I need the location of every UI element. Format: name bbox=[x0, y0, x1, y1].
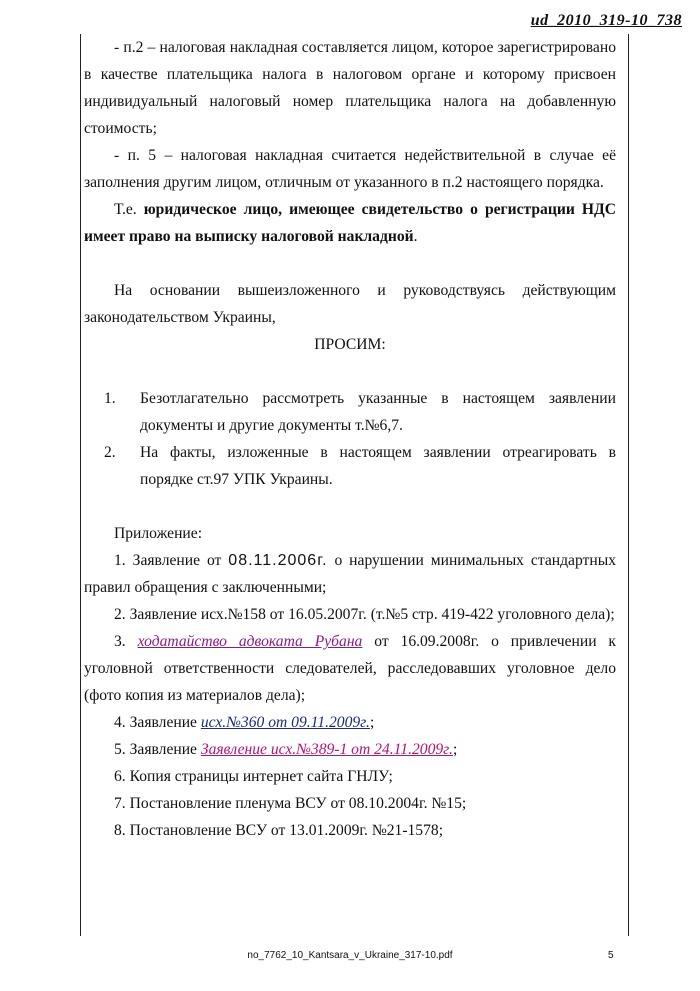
appendix-item-4-prefix: 4. Заявление bbox=[114, 714, 201, 731]
appendix-heading: Приложение: bbox=[114, 525, 203, 542]
appendix-item-3-suffix: от 16.09.2008г. о привлечении к уголовной ответственности следователей, расследовавших уголовное дело (фото копия из материалов дела); bbox=[84, 633, 616, 704]
request-item-1 bbox=[84, 385, 616, 439]
appendix-item-3 bbox=[84, 628, 616, 709]
statement-389-link[interactable]: Заявление исх.№389-1 от 24.11.2009г. bbox=[200, 741, 453, 758]
appendix-item-1-prefix: 1. Заявление от bbox=[114, 552, 229, 569]
left-margin-line bbox=[80, 34, 81, 936]
request-item-2 bbox=[84, 439, 616, 493]
advocate-petition-link[interactable]: ходатайство адвоката Рубана bbox=[137, 633, 363, 650]
right-margin-line bbox=[628, 34, 629, 936]
appendix-item-5-prefix: 5. Заявление bbox=[114, 741, 201, 758]
request-heading: ПРОСИМ: bbox=[314, 336, 386, 353]
appendix-item-4 bbox=[84, 709, 616, 736]
appendix-item-8: 8. Постановление ВСУ от 13.01.2009г. №21-1578; bbox=[114, 822, 444, 839]
statement-360-link[interactable]: исх.№360 от 09.11.2009г. bbox=[200, 714, 370, 731]
appendix-item-5 bbox=[84, 736, 616, 763]
appendix-item-4-suffix: ; bbox=[369, 714, 375, 731]
paragraph-clause-2: - п.2 – налоговая накладная составляется лицом, которое зарегистрировано в качестве плательщика налога в налоговом органе и которому присвоен индивидуальный налоговый номер плательщика налога на добавленную стоимость; bbox=[84, 39, 616, 137]
appendix-item-5-suffix: ; bbox=[452, 741, 458, 758]
paragraph-basis: На основании вышеизложенного и руководствуясь действующим законодательством Украины, bbox=[84, 282, 616, 326]
appendix-item-7: 7. Постановление пленума ВСУ от 08.10.2004г. №15; bbox=[114, 795, 467, 812]
appendix-item-6: 6. Копия страницы интернет сайта ГНЛУ; bbox=[114, 768, 393, 785]
appendix-item-1-suffix: о нарушении минимальных стандартных правил обращения с заключенными; bbox=[84, 552, 616, 596]
conclusion-prefix: Т.е. bbox=[114, 201, 144, 218]
appendix-item-1-date: 08.11.2006г. bbox=[228, 552, 328, 569]
footer-filename: no_7762_10_Kantsara_v_Ukraine_317-10.pdf bbox=[247, 950, 453, 961]
conclusion-suffix: . bbox=[413, 228, 418, 245]
request-number: 2. bbox=[104, 444, 116, 461]
document-body bbox=[84, 34, 616, 844]
appendix-item-3-prefix: 3. bbox=[114, 633, 138, 650]
request-text: На факты, изложенные в настоящем заявлении отреагировать в порядке ст.97 УПК Украины. bbox=[140, 444, 616, 488]
footer-page-number: 5 bbox=[608, 950, 614, 961]
request-text: Безотлагательно рассмотреть указанные в настоящем заявлении документы и другие документы т.№6,7. bbox=[140, 390, 616, 434]
paragraph-conclusion bbox=[84, 196, 616, 250]
paragraph-clause-5: - п. 5 – налоговая накладная считается недействительной в случае её заполнения другим лицом, отличным от указанного в п.2 настоящего порядка. bbox=[84, 147, 616, 191]
document-id: ud_2010_319-10_738 bbox=[530, 12, 682, 29]
conclusion-bold-text: юридическое лицо, имеющее свидетельство о регистрации НДС имеет право на выписку налоговой накладной bbox=[84, 201, 616, 245]
appendix-item-2: 2. Заявление исх.№158 от 16.05.2007г. (т.№5 стр. 419-422 уголовного дела); bbox=[114, 606, 615, 623]
request-number: 1. bbox=[104, 390, 116, 407]
appendix-item-1 bbox=[84, 547, 616, 601]
